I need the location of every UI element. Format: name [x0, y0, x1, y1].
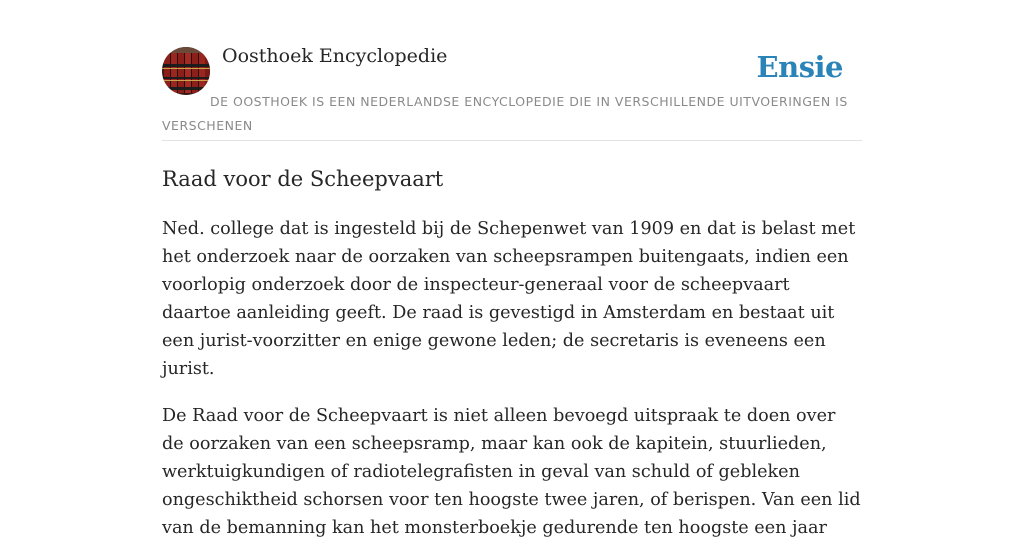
site-tagline: DE OOSTHOEK IS EEN NEDERLANDSE ENCYCLOPEDIE DIE IN VERSCHILLENDE UITVOERINGEN IS VERSCHENEN	[162, 94, 848, 133]
encyclopedia-books-icon	[162, 47, 210, 95]
brand-logo[interactable]: Ensie	[756, 50, 843, 84]
article	[162, 160, 862, 542]
article-paragraph: Ned. college dat is ingesteld bij de Schepenwet van 1909 en dat is belast met het onderzoek naar de oorzaken van scheepsrampen buitengaats, indien een voorlopig onderzoek door de inspecteur-generaal voor de scheepvaart daartoe aanleiding geeft. De raad is gevestigd in Amsterdam en bestaat uit een jurist-voorzitter en enige gewone leden; de secretaris is eveneens een jurist.	[162, 219, 856, 379]
avatar[interactable]	[162, 47, 210, 95]
article-paragraph: De Raad voor de Scheepvaart is niet alleen bevoegd uitspraak te doen over de oorzaken van een scheepsramp, maar kan ook de kapitein, stuurlieden, werktuigkundigen of radiotelegrafisten in geval van schuld of gebleken ongeschiktheid schorsen voor ten hoogste twee jaren, of berispen. Van een lid van de bemanning kan het monsterboekje gedurende ten hoogste een jaar	[162, 406, 861, 538]
site-header	[162, 0, 862, 141]
site-name[interactable]: Oosthoek Encyclopedie	[222, 45, 448, 67]
article-title: Raad voor de Scheepvaart	[162, 167, 444, 191]
